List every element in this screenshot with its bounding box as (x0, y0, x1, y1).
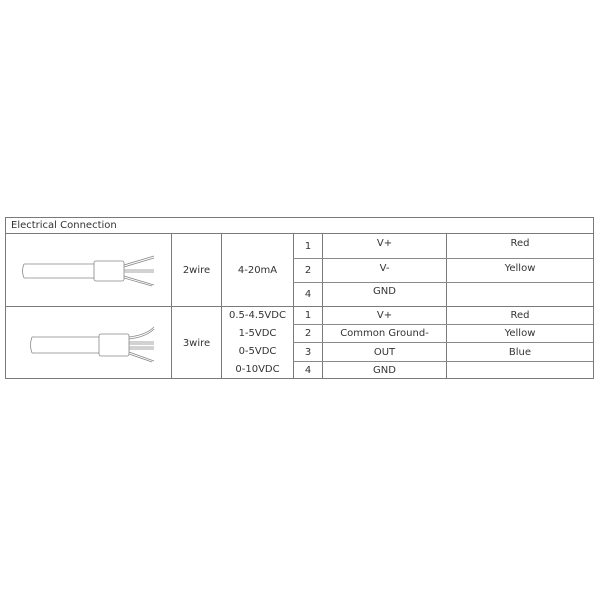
output-signal: 1-5VDC (238, 328, 277, 339)
pin-number: 2 (304, 328, 312, 339)
pin-number: 1 (304, 240, 312, 252)
signal-name: OUT (373, 346, 396, 358)
cable-3wire-icon (6, 307, 171, 379)
electrical-connection-table (5, 217, 594, 379)
output-signal: 0-5VDC (238, 346, 277, 357)
wire-color (447, 362, 593, 379)
wire-color: Yellow (504, 262, 536, 274)
pin-number: 3 (304, 346, 312, 358)
output-signal: 4-20mA (237, 264, 278, 276)
output-signal: 0-10VDC (235, 364, 280, 375)
pin-number: 2 (304, 265, 312, 276)
output-signal: 0.5-4.5VDC (229, 310, 286, 321)
signal-name: V+ (376, 237, 393, 249)
wiring-type: 2wire (182, 264, 211, 276)
signal-name: GND (373, 365, 396, 376)
table-title: Electrical Connection (6, 218, 593, 234)
signal-name: V- (379, 262, 390, 274)
pin-number: 4 (304, 289, 312, 300)
wire-color: Red (510, 310, 530, 321)
signal-name: V+ (376, 310, 393, 321)
output-signal-list (222, 307, 293, 379)
wire-color: Red (510, 237, 530, 249)
pin-number: 4 (304, 365, 312, 376)
wire-color: Blue (508, 346, 532, 358)
wiring-type: 3wire (182, 337, 211, 349)
signal-name: GND (373, 285, 396, 297)
wire-color (447, 283, 593, 306)
pin-number: 1 (304, 310, 312, 321)
wire-color: Yellow (504, 328, 536, 339)
signal-name: Common Ground- (340, 328, 429, 339)
cable-2wire-icon (6, 234, 171, 306)
